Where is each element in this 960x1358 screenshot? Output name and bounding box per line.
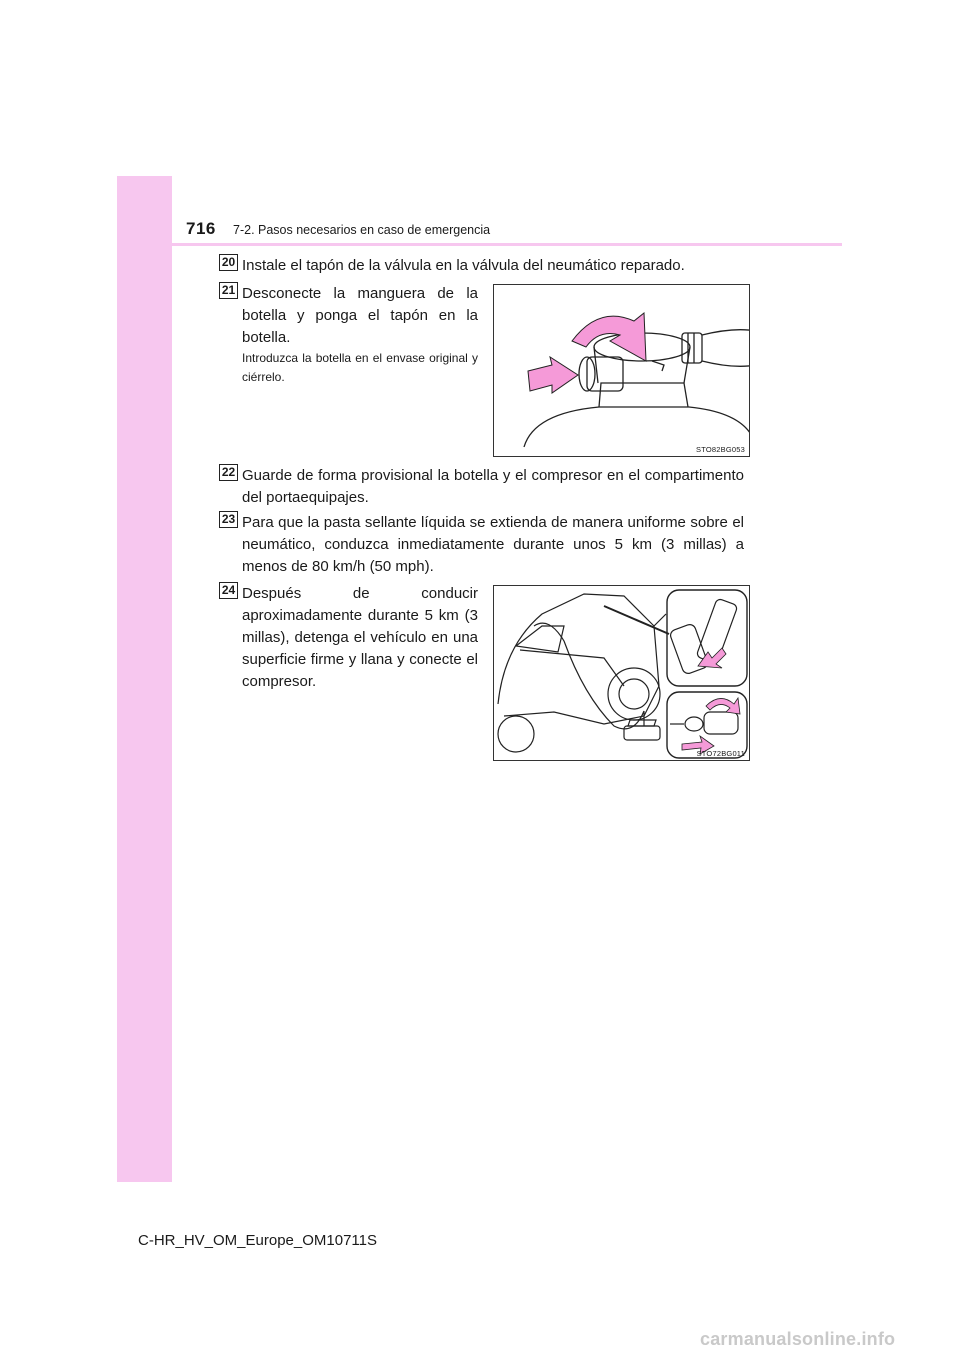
step-badge-24: 24 <box>219 582 238 599</box>
step-badge-20: 20 <box>219 254 238 271</box>
chapter-side-tab <box>117 176 172 1182</box>
page-number: 716 <box>186 219 216 238</box>
step-badge-23: 23 <box>219 511 238 528</box>
manual-code: C-HR_HV_OM_Europe_OM10711S <box>138 1232 377 1249</box>
watermark: carmanualsonline.info <box>700 1329 896 1349</box>
step-badge-21: 21 <box>219 282 238 299</box>
step-22-text: Guarde de forma provisional la botella y el compresor en el compartimento del portaequipajes. <box>242 467 744 506</box>
figure-code: STO82BG053 <box>696 445 745 454</box>
step-badge-22: 22 <box>219 464 238 481</box>
push-arrow-icon <box>528 357 578 393</box>
step-20-text: Instale el tapón de la válvula en la válvula del neumático reparado. <box>242 257 685 274</box>
step-21-text: Desconecte la manguera de la botella y ponga el tapón en la botella. <box>242 285 478 346</box>
section-title: 7-2. Pasos necesarios en caso de emergencia <box>233 223 491 237</box>
step-24-text: Después de conducir aproximadamente durante 5 km (3 millas), detenga el vehículo en una superficie firme y llana y conecte el compresor. <box>242 585 478 690</box>
car-compressor-illustration-icon <box>494 586 750 761</box>
bottle-cap-figure <box>493 284 750 457</box>
figure-code: STO72BG011 <box>696 749 745 758</box>
step-23-text: Para que la pasta sellante líquida se extienda de manera uniforme sobre el neumático, conduzca inmediatamente durante unos 5 km (3 millas) a menos de 80 km/h (50 mph). <box>242 514 744 575</box>
header-divider <box>117 243 842 246</box>
compressor-figure <box>493 585 750 761</box>
bottle-cap-illustration-icon <box>494 285 750 457</box>
step-21-note: Introduzca la botella en el envase original y ciérrelo. <box>242 351 478 384</box>
